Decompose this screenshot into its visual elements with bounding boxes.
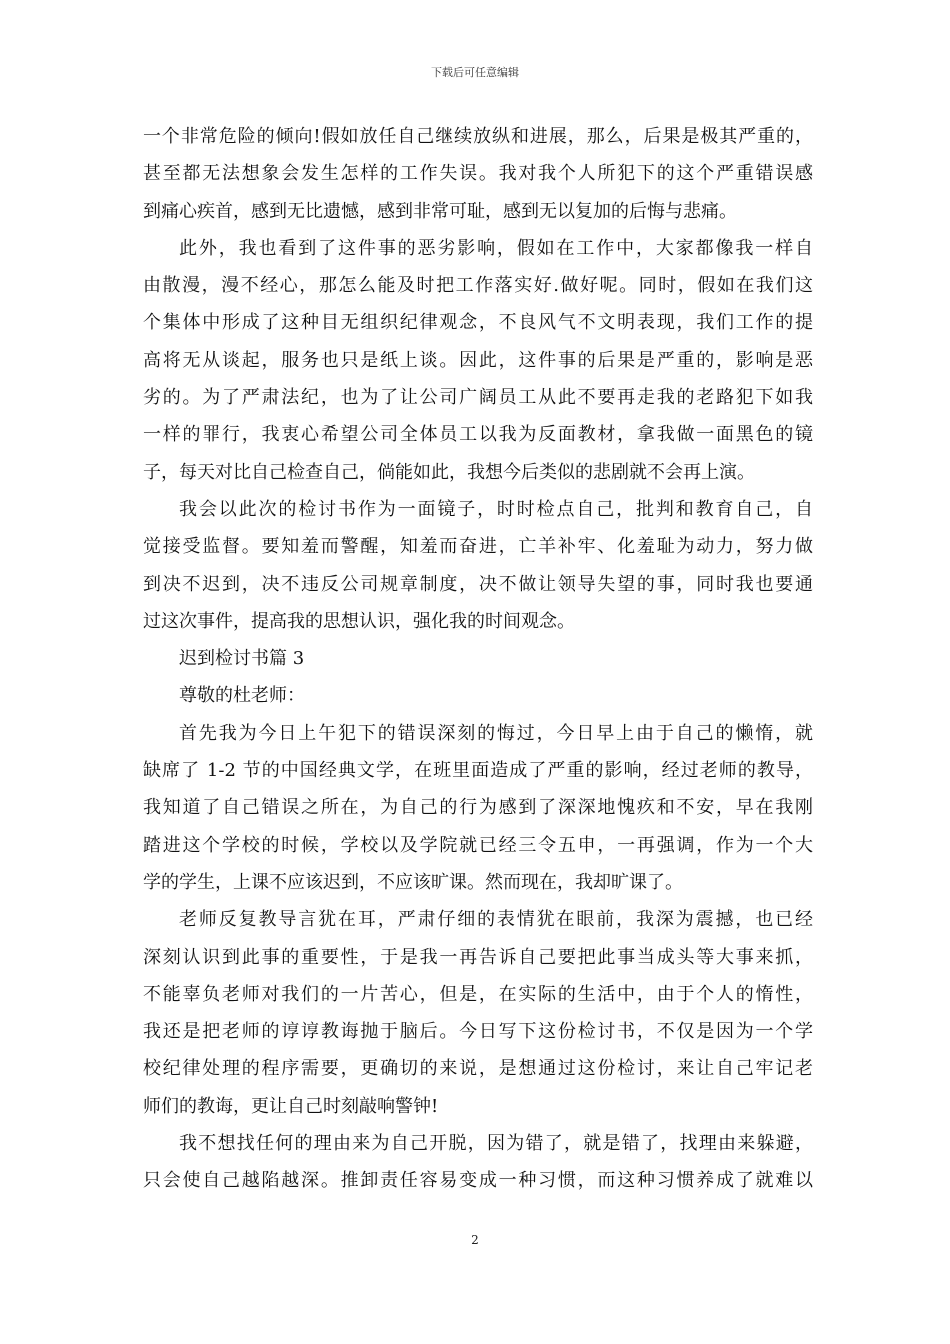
text-line: 我会以此次的检讨书作为一面镜子，时时检点自己，批判和教育自己，自 [179,498,813,520]
text-line: 到决不迟到，决不违反公司规章制度，决不做让领导失望的事，同时我也要通 [143,573,813,595]
text-line: 高将无从谈起，服务也只是纸上谈。因此，这件事的后果是严重的，影响是恶 [143,349,813,371]
text-line: 子，每天对比自己检查自己，倘能如此，我想今后类似的悲剧就不会再上演。 [143,461,755,483]
text-line: 老师反复教导言犹在耳，严肃仔细的表情犹在眼前，我深为震撼，也已经 [179,909,813,931]
text-line: 学的学生，上课不应该迟到，不应该旷课。然而现在，我却旷课了。 [143,871,683,893]
text-line: 一样的罪行，我衷心希望公司全体员工以我为反面教材，拿我做一面黑色的镜 [143,424,813,446]
text-line: 过这次事件，提高我的思想认识，强化我的时间观念。 [143,610,575,632]
text-line: 我知道了自己错误之所在，为自己的行为感到了深深地愧疚和不安，早在我刚 [143,797,813,819]
page-number: 2 [471,1233,479,1247]
text-line: 一个非常危险的倾向!假如放任自己继续放纵和进展，那么，后果是极其严重的， [143,126,813,147]
text-line: 由散漫，漫不经心，那怎么能及时把工作落实好.做好呢。同时，假如在我们这 [143,275,813,297]
text-line: 此外，我也看到了这件事的恶劣影响，假如在工作中，大家都像我一样自 [179,237,813,259]
text-line: 迟到检讨书篇 3 [179,648,305,670]
text-line: 我不想找任何的理由来为自己开脱，因为错了，就是错了，找理由来躲避， [179,1133,813,1155]
text-line: 只会使自己越陷越深。推卸责任容易变成一种习惯，而这种习惯养成了就难以 [143,1170,813,1192]
text-line: 师们的教诲，更让自己时刻敲响警钟! [143,1095,439,1117]
page-header: 下载后可任意编辑 [431,66,519,79]
text-line: 劣的。为了严肃法纪，也为了让公司广阔员工从此不要再走我的老路犯下如我 [143,387,813,409]
document-body [143,118,813,1200]
text-line: 觉接受监督。要知羞而警醒，知羞而奋进，亡羊补牢、化羞耻为动力，努力做 [143,536,813,558]
text-line: 深刻认识到此事的重要性，于是我一再告诉自己要把此事当成头等大事来抓， [143,946,813,968]
text-line: 我还是把老师的谆谆教诲抛于脑后。今日写下这份检讨书，不仅是因为一个学 [143,1021,813,1043]
text-line: 校纪律处理的程序需要，更确切的来说，是想通过这份检讨，来让自己牢记老 [143,1058,813,1080]
text-line: 甚至都无法想象会发生怎样的工作失误。我对我个人所犯下的这个严重错误感 [143,163,813,185]
text-line: 到痛心疾首，感到无比遗憾，感到非常可耻，感到无以复加的后悔与悲痛。 [143,200,737,222]
text-line: 个集体中形成了这种目无组织纪律观念，不良风气不文明表现，我们工作的提 [143,312,813,334]
text-line: 首先我为今日上午犯下的错误深刻的悔过，今日早上由于自己的懒惰，就 [179,722,813,744]
text-line: 尊敬的杜老师： [179,685,305,707]
text-line: 踏进这个学校的时候，学校以及学院就已经三令五申，一再强调，作为一个大 [143,834,813,856]
text-line: 缺席了 1-2 节的中国经典文学，在班里面造成了严重的影响，经过老师的教导， [143,760,813,782]
text-line: 不能辜负老师对我们的一片苦心，但是，在实际的生活中，由于个人的惰性， [143,983,813,1005]
